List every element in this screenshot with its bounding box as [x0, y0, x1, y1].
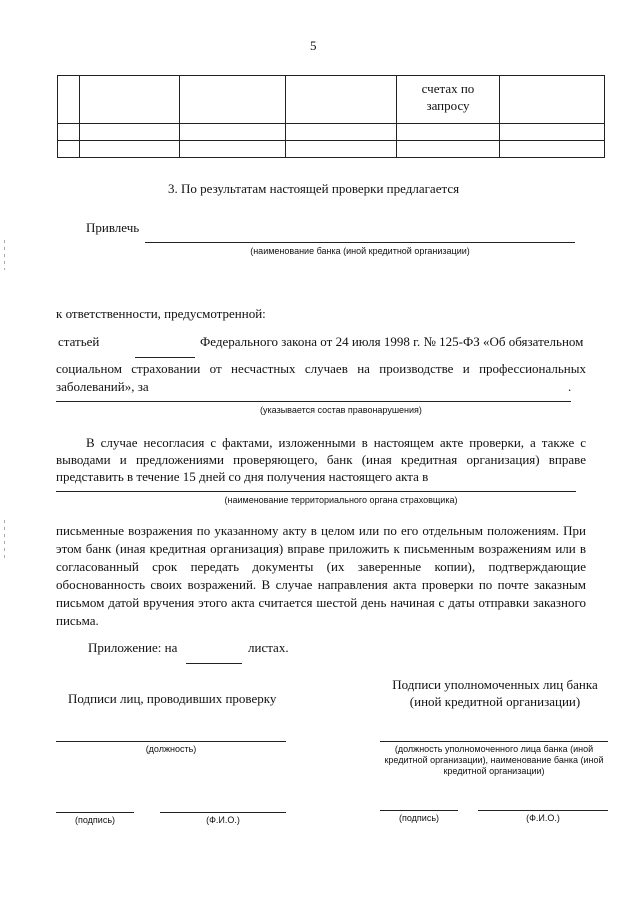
inspector-fio-caption: (Ф.И.О.) [206, 815, 240, 825]
table-cell [58, 141, 80, 158]
objections-line: письмом датой вручения этого акта считается шестой день начиная с даты отправки заказного [56, 595, 586, 610]
bank-signature-line [380, 810, 458, 811]
territorial-body-line [56, 491, 576, 492]
table-cell [180, 141, 286, 158]
section-heading: 3. По результатам настоящей проверки предлагается [168, 181, 460, 196]
table-cell [397, 76, 500, 124]
inspector-position-caption: (должность) [145, 744, 197, 754]
bank-fio-caption: (Ф.И.О.) [526, 813, 560, 823]
table-cell [286, 141, 397, 158]
inspector-fio-line [160, 812, 286, 813]
table-cell [80, 124, 180, 141]
objections-line: согласованный срок передать документы (их заверенные копии), подтверждающие [56, 559, 586, 574]
bank-signatures-title-line: (иной кредитной организации) [409, 694, 581, 709]
table-cell [500, 124, 605, 141]
table-cell [500, 141, 605, 158]
responsibility-text: к ответственности, предусмотренной: [56, 306, 266, 321]
attachment-suffix: листах. [248, 640, 289, 655]
disagree-text-line: выводами и предложениями проверяющего, банк (иная кредитная организация) вправе [56, 452, 586, 467]
table-cell-text: счетах по [421, 81, 475, 96]
law-text-line: Федерального закона от 24 июля 1998 г. № 125-ФЗ «Об обязательном [200, 334, 584, 349]
bank-position-caption [372, 744, 616, 777]
violation-caption: (указывается состав правонарушения) [260, 405, 422, 415]
bank-signature-caption: (подпись) [398, 813, 440, 823]
objections-line: этом банк (иная кредитная организация) вправе приложить к письменным возражениям или в [56, 541, 586, 556]
bank-name-line [145, 242, 575, 243]
table-cell [180, 76, 286, 124]
bank-fio-line [478, 810, 608, 811]
article-word: статьей [58, 334, 100, 349]
binding-edge-mark [4, 240, 5, 270]
disagree-text-line: В случае несогласия с фактами, изложенными в настоящем акте проверки, а также с [86, 435, 586, 450]
attract-label: Привлечь [86, 220, 140, 235]
table-cell [397, 141, 500, 158]
law-text-end: . [568, 379, 572, 394]
attachment-prefix: Приложение: на [88, 640, 178, 655]
objections-line: письма. [56, 613, 99, 628]
continuation-table [57, 75, 605, 158]
bank-position-caption-line: кредитной организации) [443, 766, 545, 776]
violation-line [56, 401, 571, 402]
table-cell [58, 76, 80, 124]
table-cell [180, 124, 286, 141]
table-cell [80, 76, 180, 124]
bank-position-caption-line: кредитной организации), наименование банка (иной [384, 755, 604, 765]
binding-edge-mark [4, 520, 5, 560]
bank-position-caption-line: (должность уполномоченного лица банка (иной [394, 744, 594, 754]
table-cell [500, 76, 605, 124]
page-number: 5 [310, 38, 317, 53]
objections-line: обоснованность своих возражений. В случае направления акта проверки по почте заказным [56, 577, 586, 592]
inspectors-signatures-title: Подписи лиц, проводивших проверку [68, 691, 277, 706]
table-cell [286, 124, 397, 141]
law-text-line: социальном страховании от несчастных случаев на производстве и профессиональных [56, 361, 586, 376]
bank-name-caption: (наименование банка (иной кредитной организации) [250, 246, 470, 256]
bank-position-line [380, 741, 608, 742]
inspector-position-line [56, 741, 286, 742]
inspector-signature-caption: (подпись) [74, 815, 116, 825]
table-cell [397, 124, 500, 141]
inspector-signature-line [56, 812, 134, 813]
objections-paragraph [56, 522, 586, 629]
disagree-text-line: представить в течение 15 дней со дня получения настоящего акта в [56, 469, 429, 484]
objections-line: письменные возражения по указанному акту в целом или по его отдельным положениям. При [56, 523, 586, 538]
article-number-line [135, 357, 195, 358]
table-cell [80, 141, 180, 158]
table-cell [286, 76, 397, 124]
table-cell [58, 124, 80, 141]
law-text-line: заболеваний», за [56, 379, 149, 394]
bank-signatures-title-line: Подписи уполномоченных лиц банка [392, 677, 598, 692]
territorial-body-caption: (наименование территориального органа страховщика) [224, 495, 458, 505]
attachment-count-line [186, 663, 242, 664]
table-cell-text: запросу [426, 98, 470, 113]
